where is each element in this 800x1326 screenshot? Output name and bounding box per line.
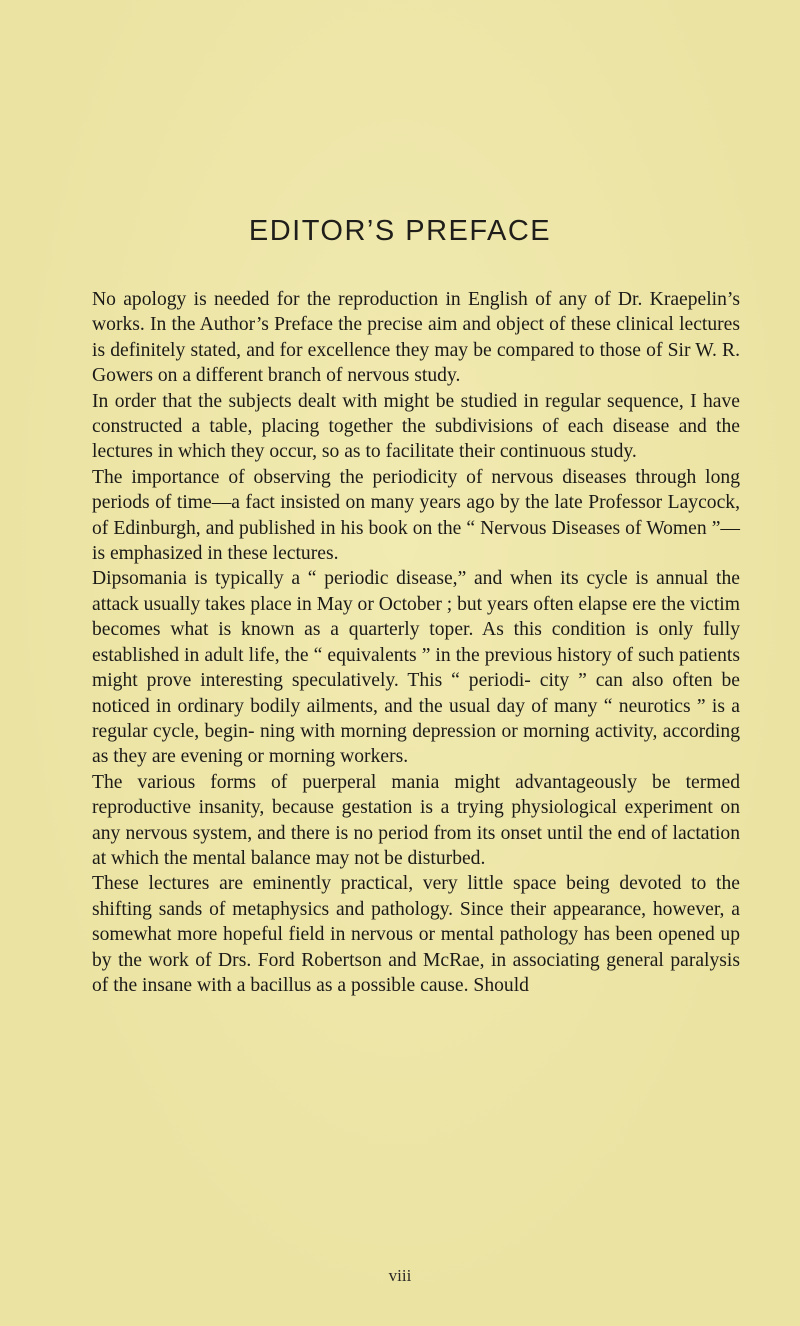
- paragraph: The importance of observing the periodicity of nervous diseases through long periods of time—a fact insisted on many years ago by the late Professor Laycock, of Edinburgh, and published in his book on the “ Nervous Diseases of Women ”—is emphasized in these lectures.: [92, 466, 740, 565]
- paragraph: The various forms of puerperal mania might advantageously be termed reproductive insanity, because gestation is a trying physiological experiment on any nervous system, and there is no period from its onset until the end of lactation at which the mental balance may not be disturbed.: [92, 771, 740, 869]
- preface-body: [92, 287, 740, 998]
- paragraph: In order that the subjects dealt with might be studied in regular sequence, I have constructed a table, placing together the subdivisions of each disease and the lectures in which they occur, so as to facilitate their continuous study.: [92, 390, 740, 463]
- paragraph: No apology is needed for the reproduction in English of any of Dr. Kraepelin’s works. In the Author’s Preface the precise aim and object of these clinical lectures is definitely stated, and for excellence they may be compared to those of Sir W. R. Gowers on a different branch of nervous study.: [92, 289, 740, 387]
- page-title: EDITOR’S PREFACE: [248, 215, 552, 247]
- page-number: viii: [388, 1266, 412, 1285]
- paragraph: Dipsomania is typically a “ periodic disease,” and when its cycle is annual the attack usually takes place in May or October ; but years often elapse ere the victim becomes what is known as a quarterly toper. As this condition is only fully established in adult life, the “ equivalents ” in the previous history of such patients might prove interesting speculatively. This “ periodi- city ” can also often be noticed in ordinary bodily ailments, and the usual day of many “ neurotics ” is a regular cycle, begin- ning with morning depression or morning activity, according as they are evening or morning workers.: [92, 568, 740, 768]
- paragraph: These lectures are eminently practical, very little space being devoted to the shifting sands of metaphysics and pathology. Since their appearance, however, a somewhat more hopeful field in nervous or mental pathology has been opened up by the work of Drs. Ford Robertson and McRae, in associating general paralysis of the insane with a bacillus as a possible cause. Should: [92, 873, 740, 996]
